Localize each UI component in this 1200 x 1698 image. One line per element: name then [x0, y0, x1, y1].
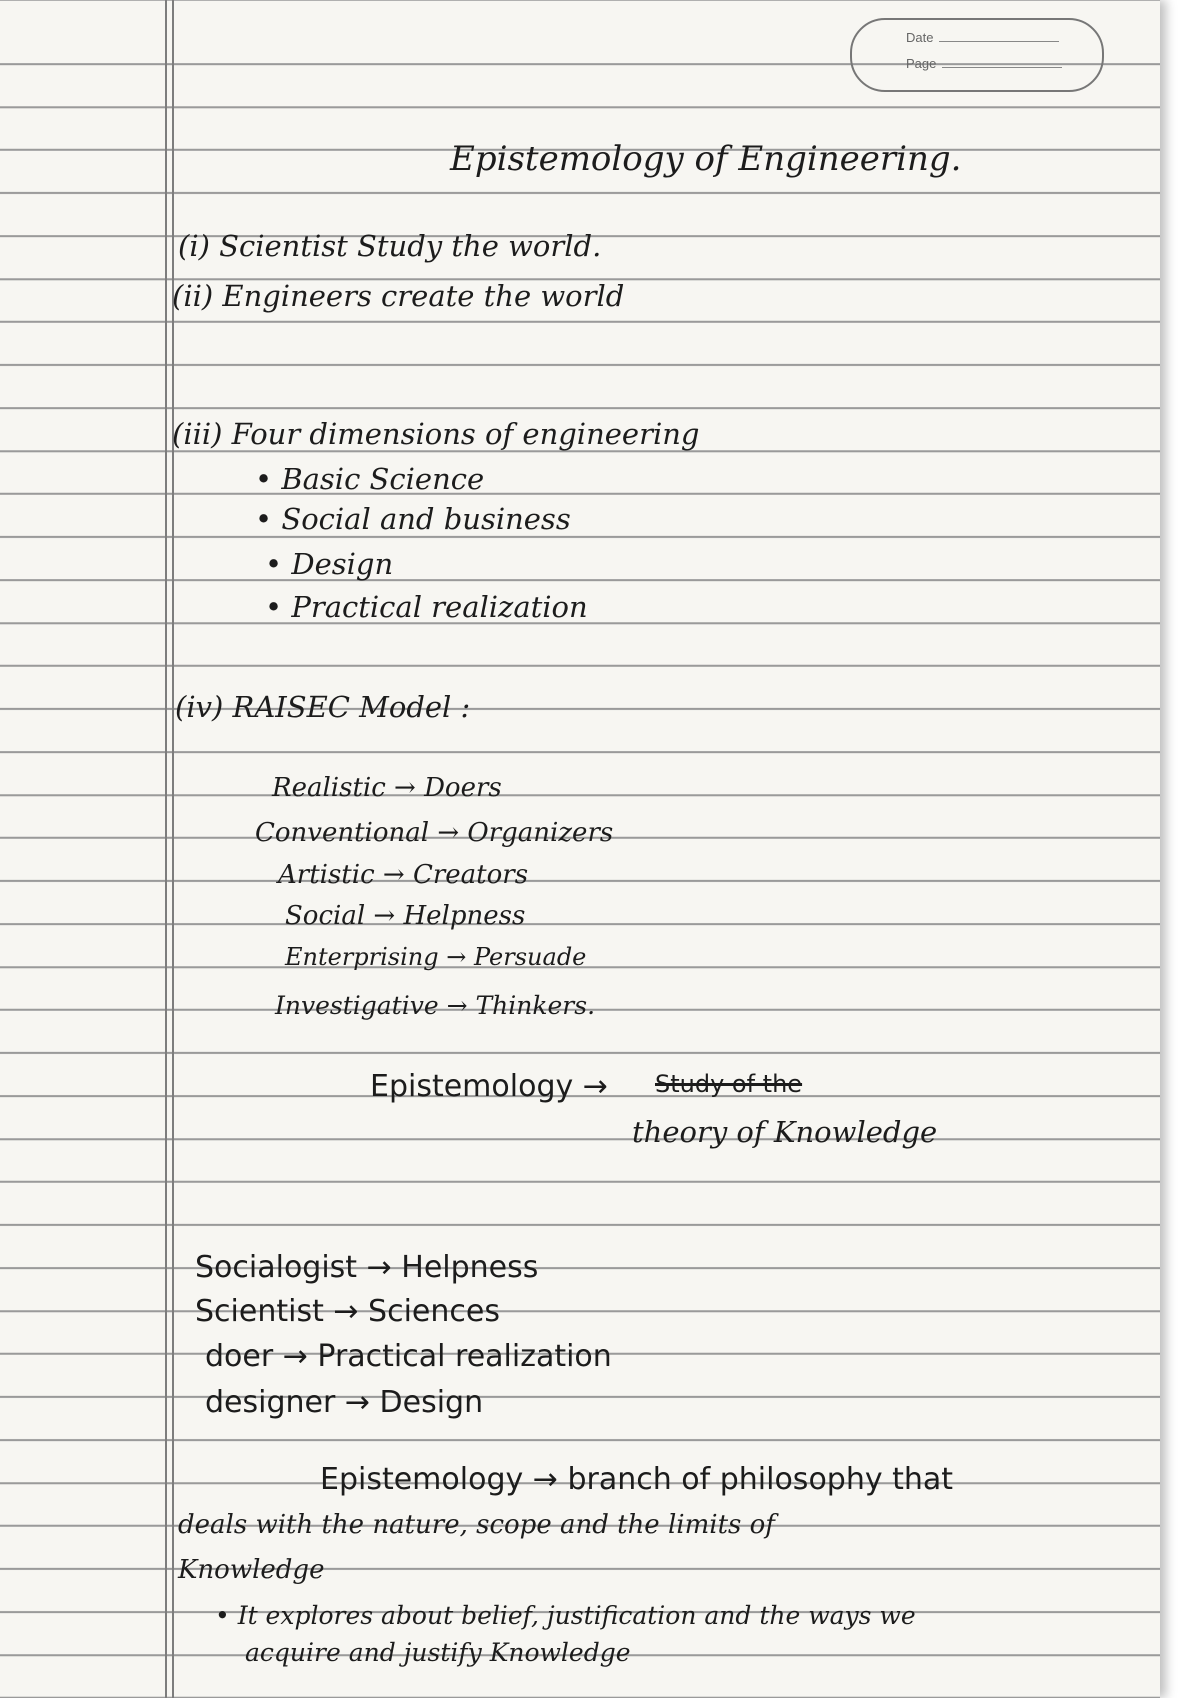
epistemology-meaning: theory of Knowledge — [632, 1115, 938, 1149]
riasec-row: Conventional → Organizers — [255, 818, 614, 848]
mapping-row: doer → Practical realization — [205, 1339, 612, 1374]
struck-text: Study of the — [655, 1070, 803, 1098]
date-label: Date — [906, 30, 934, 45]
dimension-item: • Design — [265, 547, 394, 581]
riasec-heading: (iv) RAISEC Model : — [175, 690, 471, 724]
dimension-item: • Practical realization — [265, 590, 588, 624]
epistemology-term: Epistemology → — [370, 1069, 608, 1104]
definition-line: • It explores about belief, justification and the ways we — [215, 1601, 916, 1630]
riasec-row: Social → Helpness — [285, 901, 526, 931]
page-label: Page — [906, 56, 937, 71]
mapping-row: Scientist → Sciences — [195, 1294, 500, 1329]
date-page-stamp — [850, 18, 1104, 92]
margin-line — [172, 0, 174, 1698]
point-2: (ii) Engineers create the world — [172, 279, 625, 313]
riasec-row: Realistic → Doers — [272, 773, 502, 803]
definition-line: Knowledge — [178, 1555, 325, 1585]
definition-line: deals with the nature, scope and the limits of — [178, 1510, 775, 1540]
riasec-row: Artistic → Creators — [278, 860, 529, 890]
dimension-item: • Basic Science — [255, 462, 485, 496]
dimensions-heading: (iii) Four dimensions of engineering — [172, 417, 700, 451]
riasec-row: Investigative → Thinkers. — [275, 991, 596, 1020]
mapping-row: designer → Design — [205, 1385, 484, 1420]
dimension-item: • Social and business — [255, 502, 571, 536]
point-1: (i) Scientist Study the world. — [178, 229, 602, 263]
epistemology-definition: Epistemology → branch of philosophy that — [320, 1462, 954, 1497]
riasec-row: Enterprising → Persuade — [285, 943, 587, 971]
margin-line — [165, 0, 167, 1698]
page-title: Epistemology of Engineering. — [450, 139, 962, 179]
definition-line: acquire and justify Knowledge — [245, 1638, 631, 1667]
mapping-row: Socialogist → Helpness — [195, 1250, 539, 1285]
